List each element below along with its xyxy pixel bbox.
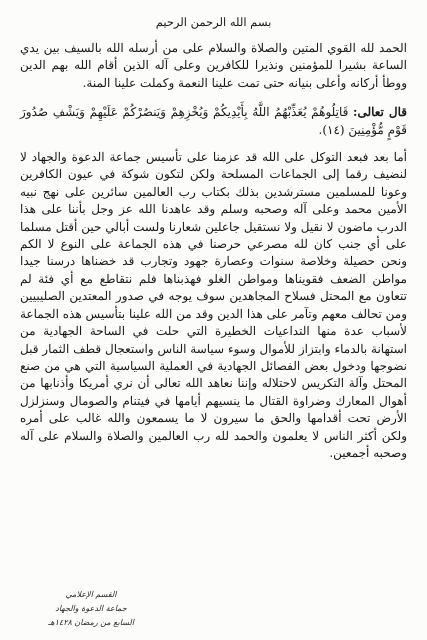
signature-organization: جماعة الدعوة والجهاد: [55, 604, 127, 613]
intro-paragraph: الحمد لله القوي المتين والصلاة والسلام على من أرسله الله بالسيف بين يدي الساعة بشيرا للمؤمنين ونذيرا للكافرين وعلى آله الذين أقام الله بهم الدين ووطأ أركانه وأعلى بنيانه حتى تمت علينا النعمة وكملت علينا المنة.: [20, 41, 407, 90]
signature-date: السابع من رمضان ١٤٢٨هـ: [48, 618, 134, 627]
document-body: [20, 40, 407, 474]
main-paragraph: أما بعد فبعد التوكل على الله قد عزمنا على تأسيس جماعة الدعوة والجهاد لا لنضيف رقما إلى الجماعات المسلحة ولكن لتكون شوكة في عيون الكافرين وعونا للمسلمين مسترشدين بذلك بكتاب رب العالمين سائرين على نهج نبيه الأمين محمد وعلى آله وصحبه وسلم وقد عاهدنا الله عز وجل بأننا على هذا الدرب ماضون لا نقيل ولا نستقيل جاعلين شعارنا ولست أبالي حين أقتل مسلما على أي جنب كان لله مصرعي حرصنا في هذه الجماعة على النوع لا الكم ونحن حصيلة وخلاصة سنوات وعصارة جهود وتجارب قد خضناها درسنا جيدا مواطن الضعف فقويناها ومواطن الغلو فهذبناها فلم نتقاطع مع أي فئة لم تتعاون مع المحتل فسلاح المجاهدين سوف يوجه في صدور المعتدين الصليبيين ومن تحالف معهم وتآمر على هذا الدين وقد من الله علينا بتأسيس هذه الجماعة لأسباب عدة منها التداعيات الخطيرة التي حلت في الساحة الجهادية من استهانة بالدماء وابتزاز للأموال وسوء سياسة الناس واستعجال قطف الثمار قبل نضوجها ودخول بعض الفصائل الجهادية في العملية السياسية التي هي من صنع المحتل وآلة التكريس لاحتلاله وإننا نعاهد الله تعالى أن نري أمريكا وأذنابها من أهوال المعارك وضراوة القتال ما ينسيهم أيامها في فيتنام والصومال وسنزلزل الأرض تحت أقدامها والحق ما سيرون لا ما يسمعون والله غالب على أمره ولكن أكثر الناس لا يعلمون والحمد لله رب العالمين والصلاة والسلام على آله وصحبه أجمعين.: [20, 150, 407, 460]
signature-block: [26, 588, 156, 630]
signature-department: القسم الإعلامي: [65, 590, 117, 599]
verse-paragraph: [20, 104, 407, 139]
verse-label: قال تعالى:: [353, 105, 407, 120]
verse-text: قَاتِلُوهُمْ يُعَذِّبْهُمُ اللَّهُ بِأَيْدِيكُمْ وَيُخْزِهِمْ وَيَنصُرْكُمْ عَلَيْهِمْ وَيَشْفِ صُدُورَ قَوْمٍ مُّؤْمِنِينَ (١٤).: [20, 105, 407, 137]
basmala-heading: بسم الله الرحمن الرحيم: [155, 15, 272, 29]
